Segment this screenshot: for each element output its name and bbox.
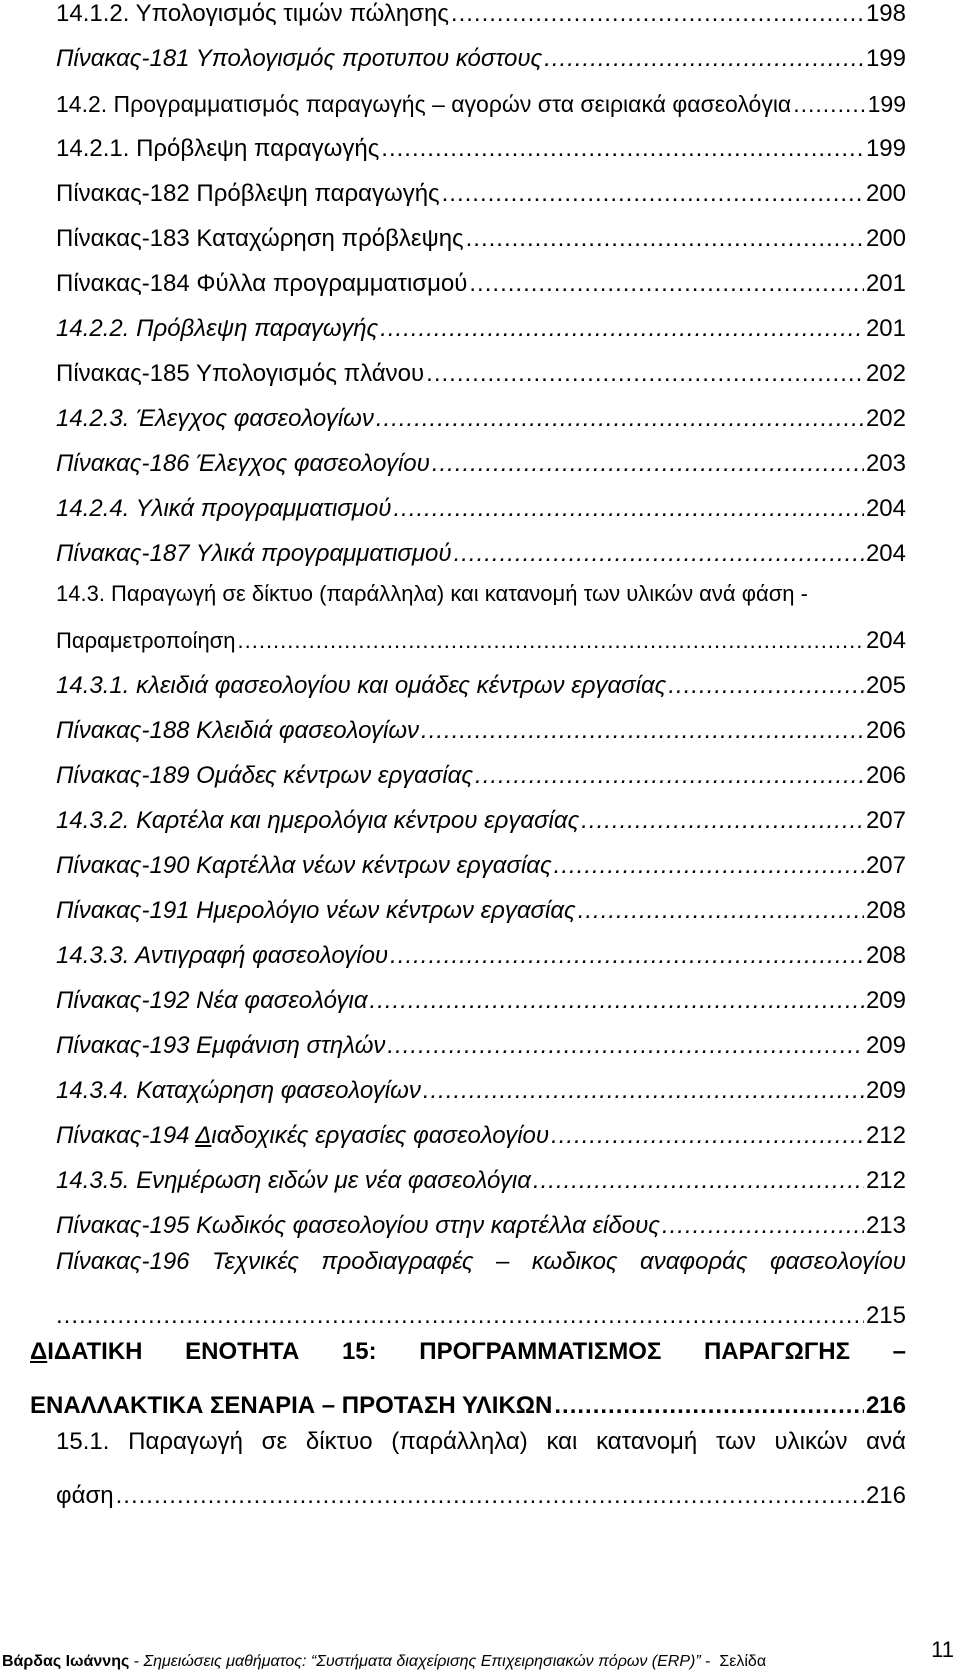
toc-entry-page: 206 <box>865 717 906 744</box>
toc-entry-page: 208 <box>865 897 906 924</box>
toc-entry-page: 200 <box>865 225 906 252</box>
toc-entry-label: 14.3. Παραγωγή σε δίκτυο (παράλληλα) και κατανομή των υλικών ανά φάση - <box>56 581 808 606</box>
dot-leader <box>423 1077 864 1105</box>
toc-entry-page: 216 <box>865 1392 906 1419</box>
toc-entry-page: 201 <box>865 270 906 297</box>
toc-entry[interactable] <box>56 660 906 700</box>
dot-leader <box>533 1167 864 1195</box>
toc-entry-label: 14.3.3. Αντιγραφή φασεολογίου <box>56 942 389 969</box>
dot-leader <box>387 1032 864 1060</box>
toc-entry[interactable] <box>56 1200 906 1240</box>
toc-entry[interactable] <box>56 393 906 433</box>
toc-entry[interactable] <box>56 615 906 655</box>
dot-leader <box>390 942 864 970</box>
footer-text <box>2 1652 766 1672</box>
toc-entry-label: Πίνακας-195 Κωδικός φασεολογίου στην καρτέλλα είδους <box>56 1212 660 1239</box>
toc-entry-label: 14.3.4. Καταχώρηση φασεολογίων <box>56 1077 421 1104</box>
word: προδιαγραφές <box>321 1248 474 1275</box>
page-footer <box>0 1637 960 1673</box>
toc-entry-label: Πίνακας-189 Ομάδες κέντρων εργασίας <box>56 762 474 789</box>
toc-entry[interactable] <box>56 348 906 388</box>
toc-entry-label: 14.1.2. Υπολογισμός τιμών πώλησης <box>56 0 449 27</box>
toc-entry[interactable] <box>56 1110 906 1150</box>
word: φασεολογίου <box>769 1248 906 1275</box>
word: και <box>546 1428 578 1455</box>
footer-course-title: “Συστήματα διαχείρισης Επιχειρησιακών πόρων (ERP)” <box>310 1653 701 1670</box>
dot-leader <box>393 495 863 523</box>
toc-entry-page: 206 <box>865 762 906 789</box>
toc-entry-page: 201 <box>865 315 906 342</box>
heading-first-word-rest: ΙΔΑΤΙΚΗ <box>47 1338 143 1365</box>
word: 15.1. <box>56 1428 110 1455</box>
toc-entry-page: 203 <box>865 450 906 477</box>
toc-entry[interactable] <box>56 123 906 163</box>
toc-entry[interactable] <box>56 168 906 208</box>
toc-entry[interactable] <box>56 930 906 970</box>
dot-leader <box>442 180 864 208</box>
toc-entry[interactable] <box>56 705 906 745</box>
toc-entry-label: 14.3.5. Ενημέρωση ειδών με νέα φασεολόγια <box>56 1167 531 1194</box>
toc-entry-page: 212 <box>865 1167 906 1194</box>
toc-entry-label: Πίνακας-190 Καρτέλλα νέων κέντρων εργασίας <box>56 852 552 879</box>
dot-leader <box>551 1122 864 1150</box>
toc-entry-label: 14.2.3. Έλεγχος φασεολογίων <box>56 405 374 432</box>
toc-entry-label: Πίνακας-186 Έλεγχος φασεολογίου <box>56 450 430 477</box>
footer-notes-label: Σημειώσεις μαθήματος: <box>143 1653 311 1670</box>
toc-entry-label: 14.2.2. Πρόβλεψη παραγωγής <box>56 315 379 342</box>
dot-leader <box>380 315 864 343</box>
toc-entry-label: Πίνακας-192 Νέα φασεολόγια <box>56 987 368 1014</box>
toc-entry-page: 215 <box>865 1302 906 1329</box>
toc-entry-label: Πίνακας-182 Πρόβλεψη παραγωγής <box>56 180 440 207</box>
toc-entry-label: ΕΝΑΛΛΑΚΤΙΚΑ ΣΕΝΑΡΙΑ – ΠΡΟΤΑΣΗ ΥΛΙΚΩΝ <box>30 1392 553 1419</box>
toc-entry-label <box>56 1248 906 1276</box>
toc-entry[interactable] <box>56 438 906 478</box>
word: σε <box>261 1428 288 1455</box>
toc-entry-page: 213 <box>865 1212 906 1239</box>
dot-leader <box>370 987 864 1015</box>
dot-leader <box>426 360 864 388</box>
word: 15: <box>341 1338 377 1365</box>
toc-entry-label: Πίνακας-185 Υπολογισμός πλάνου <box>56 360 425 387</box>
dot-leader <box>469 270 864 298</box>
toc-entry[interactable] <box>56 0 906 28</box>
toc-entry-label: 14.2. Προγραμματισμός παραγωγής – αγορών στα σειριακά φασεολόγια <box>56 91 792 117</box>
toc-entry-page: 204 <box>865 495 906 522</box>
toc-entry-page: 199 <box>865 135 906 162</box>
toc-entry[interactable] <box>56 303 906 343</box>
dot-leader <box>544 45 864 73</box>
dot-leader <box>421 717 864 745</box>
toc-entry-label: 14.2.1. Πρόβλεψη παραγωγής <box>56 135 380 162</box>
word: κατανομή <box>596 1428 698 1455</box>
toc-entry-page: 200 <box>865 180 906 207</box>
page-number: 11 <box>931 1637 954 1662</box>
toc-entry-page: 205 <box>865 672 906 699</box>
toc-entry-label: Πίνακας-183 Καταχώρηση πρόβλεψης <box>56 225 464 252</box>
toc-entry-label: Πίνακας-191 Ημερολόγιο νέων κέντρων εργασίας <box>56 897 576 924</box>
toc-entry-label: φάση <box>56 1482 114 1509</box>
toc-entry-page: 202 <box>865 360 906 387</box>
word: – <box>892 1338 906 1365</box>
dot-leader <box>554 852 864 880</box>
toc-entry-page: 202 <box>865 405 906 432</box>
section-heading <box>30 1338 906 1366</box>
toc-entry[interactable] <box>56 1020 906 1060</box>
toc-entry-label: 14.3.1. κλειδιά φασεολογίου και ομάδες κέντρων εργασίας <box>56 672 667 699</box>
toc-entry-label: Πίνακας-193 Εμφάνιση στηλών <box>56 1032 386 1059</box>
word: Τεχνικές <box>211 1248 299 1275</box>
toc-entry[interactable] <box>56 750 906 790</box>
toc-entry[interactable] <box>56 1065 906 1105</box>
word: ανά <box>866 1428 906 1455</box>
dot-leader <box>116 1482 864 1510</box>
toc-entry-label <box>56 1428 906 1456</box>
dot-leader <box>578 897 864 925</box>
footer-page-label: - Σελίδα <box>700 1653 767 1670</box>
toc-entry[interactable] <box>56 885 906 925</box>
word: Πίνακας-196 <box>56 1248 190 1275</box>
toc-entry-page: 199 <box>865 45 906 72</box>
toc-entry-label: Πίνακας-181 Υπολογισμός προτυπου κόστους <box>56 45 543 72</box>
toc-entry[interactable] <box>56 840 906 880</box>
dot-leader <box>466 225 864 253</box>
toc-entry[interactable] <box>56 975 906 1015</box>
word: ΕΝΟΤΗΤΑ <box>185 1338 300 1365</box>
word: κωδικος <box>531 1248 618 1275</box>
word: ΠΑΡΑΓΩΓΗΣ <box>703 1338 851 1365</box>
dot-leader <box>554 1392 864 1420</box>
dot-leader <box>451 0 864 28</box>
toc-entry-page: 207 <box>865 807 906 834</box>
word: των <box>715 1428 756 1455</box>
dot-leader <box>454 540 864 568</box>
word: Παραγωγή <box>128 1428 243 1455</box>
toc-entry-label: 14.2.4. Υλικά προγραμματισμού <box>56 495 392 522</box>
toc-entry[interactable] <box>56 33 906 73</box>
word: (παράλληλα) <box>391 1428 528 1455</box>
toc-entry-label: Πίνακας-188 Κλειδιά φασεολογίων <box>56 717 420 744</box>
toc-entry-page: 209 <box>865 987 906 1014</box>
dot-leader <box>668 672 864 700</box>
word <box>30 1338 143 1366</box>
toc-entry-page: 204 <box>865 627 906 654</box>
toc-entry-label: 14.3.2. Καρτέλα και ημερολόγια κέντρου εργασίας <box>56 807 580 834</box>
label-prefix: Πίνακας-194 <box>56 1122 196 1149</box>
toc-entry-label: Πίνακας-187 Υλικά προγραμματισμού <box>56 540 452 567</box>
label-underlined: Δ <box>195 1122 212 1149</box>
dot-leader <box>381 135 864 163</box>
footer-author: Βάρδας Ιωάννης <box>2 1653 130 1670</box>
dot-leader <box>793 90 865 118</box>
toc-entry[interactable] <box>56 528 906 568</box>
toc-entry[interactable] <box>30 1380 906 1420</box>
toc-entry[interactable] <box>56 1155 906 1195</box>
word: – <box>496 1248 510 1275</box>
toc-entry[interactable] <box>56 483 906 523</box>
toc-entry[interactable] <box>56 1290 906 1330</box>
dot-leader <box>475 762 864 790</box>
dot-leader <box>581 807 864 835</box>
toc-entry-page: 198 <box>865 0 906 27</box>
toc-entry-page: 207 <box>865 852 906 879</box>
toc-entry-label: Πίνακας-184 Φύλλα προγραμματισμού <box>56 270 468 297</box>
toc-entry-page: 216 <box>865 1482 906 1509</box>
toc-entry-page: 199 <box>867 91 906 117</box>
dot-leader <box>56 1302 864 1330</box>
toc-entry[interactable] <box>56 258 906 298</box>
word: δίκτυο <box>305 1428 373 1455</box>
word: ΠΡΟΓΡΑΜΜΑΤΙΣΜΟΣ <box>419 1338 662 1365</box>
toc-entry-page: 209 <box>865 1032 906 1059</box>
dot-leader <box>238 627 864 655</box>
dot-leader <box>376 405 864 433</box>
toc-entry[interactable] <box>56 213 906 253</box>
toc-entry-page: 212 <box>865 1122 906 1149</box>
dot-leader <box>432 450 864 478</box>
dot-leader <box>662 1212 864 1240</box>
word: αναφοράς <box>640 1248 748 1275</box>
toc-entry-page: 209 <box>865 1077 906 1104</box>
toc-entry-page: 204 <box>865 540 906 567</box>
toc-entry-label <box>56 1122 549 1150</box>
word: υλικών <box>774 1428 848 1455</box>
heading-underlined: Δ <box>30 1338 48 1365</box>
footer-separator: - <box>129 1653 144 1670</box>
label-rest: ιαδοχικές εργασίες φασεολογίου <box>211 1122 550 1149</box>
toc-entry[interactable] <box>56 795 906 835</box>
toc-entry-label: Παραμετροποίηση <box>56 628 236 653</box>
toc-entry[interactable] <box>56 78 906 118</box>
toc-entry-page: 208 <box>865 942 906 969</box>
toc-entry[interactable] <box>56 1470 906 1510</box>
